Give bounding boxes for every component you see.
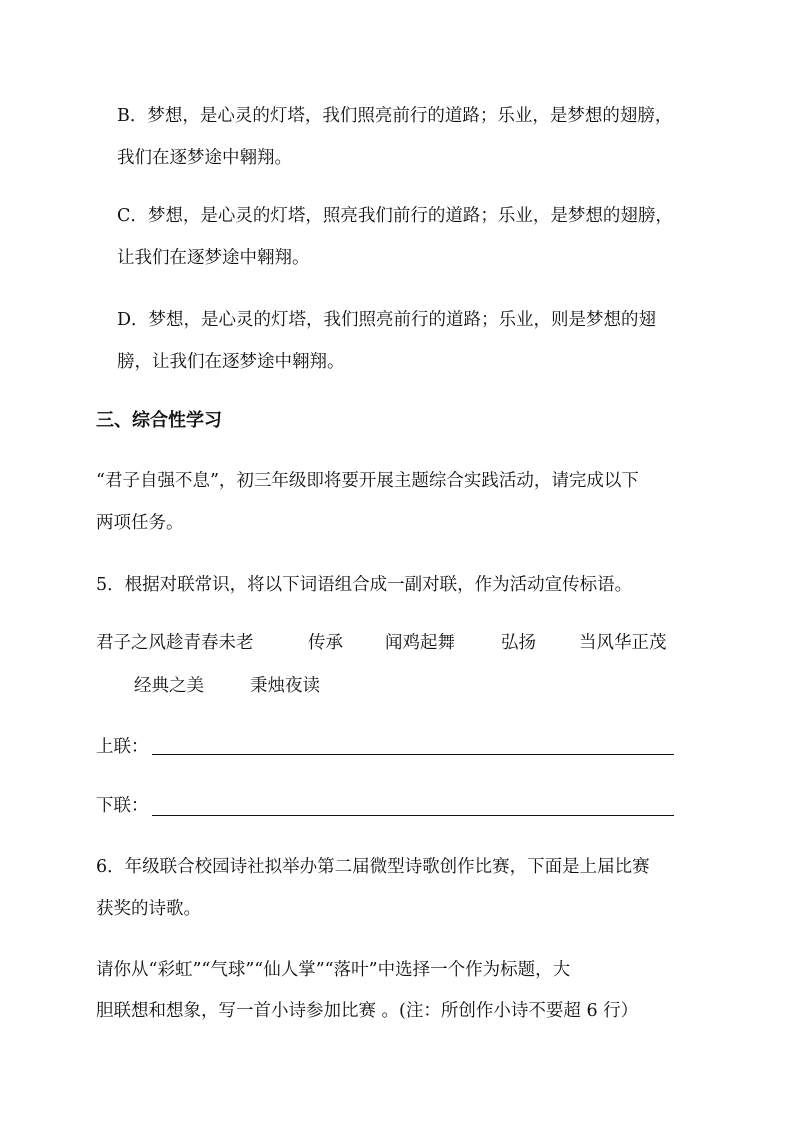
option-b-line1: B．梦想，是心灵的灯塔，我们照亮前行的道路；乐业，是梦想的翅膀， <box>117 106 673 126</box>
word-option: 弘扬 <box>501 633 536 653</box>
word-option: 君子之风趁青春未老 <box>96 633 254 653</box>
lower-couplet-blank[interactable] <box>152 815 674 816</box>
option-d-line1: D．梦想，是心灵的灯塔，我们照亮前行的道路；乐业，则是梦想的翅 <box>117 310 657 330</box>
question-6-task-line2: 胆联想和想象，写一首小诗参加比赛 。(注：所创作小诗不要超 6 行） <box>96 1001 639 1021</box>
question-5-prompt: 5．根据对联常识，将以下词语组合成一副对联，作为活动宣传标语。 <box>96 575 633 595</box>
question-6-prompt-line2: 获奖的诗歌。 <box>96 899 201 919</box>
intro-line2: 两项任务。 <box>96 513 184 533</box>
word-option: 秉烛夜读 <box>250 676 320 696</box>
word-option: 传承 <box>308 633 343 653</box>
word-option: 经典之美 <box>134 676 204 696</box>
option-c-line2: 让我们在逐梦途中翱翔。 <box>117 248 310 268</box>
option-b-line2: 我们在逐梦途中翱翔。 <box>117 148 292 168</box>
question-6-prompt-line1: 6．年级联合校园诗社拟举办第二届微型诗歌创作比赛，下面是上届比赛 <box>96 857 650 877</box>
upper-couplet-blank[interactable] <box>152 754 674 755</box>
word-option: 当风华正茂 <box>579 633 667 653</box>
lower-couplet-label: 下联： <box>96 796 149 816</box>
intro-line1: “君子自强不息”，初三年级即将要开展主题综合实践活动，请完成以下 <box>96 471 639 491</box>
section-heading: 三、综合性学习 <box>96 410 222 431</box>
upper-couplet-label: 上联： <box>96 737 149 757</box>
question-6-task-line1: 请你从“彩虹”“气球”“仙人掌”“落叶”中选择一个作为标题，大 <box>96 960 571 980</box>
option-c-line1: C．梦想，是心灵的灯塔，照亮我们前行的道路；乐业，是梦想的翅膀， <box>117 206 673 226</box>
word-option: 闻鸡起舞 <box>385 633 455 653</box>
option-d-line2: 膀，让我们在逐梦途中翱翔。 <box>117 352 345 372</box>
